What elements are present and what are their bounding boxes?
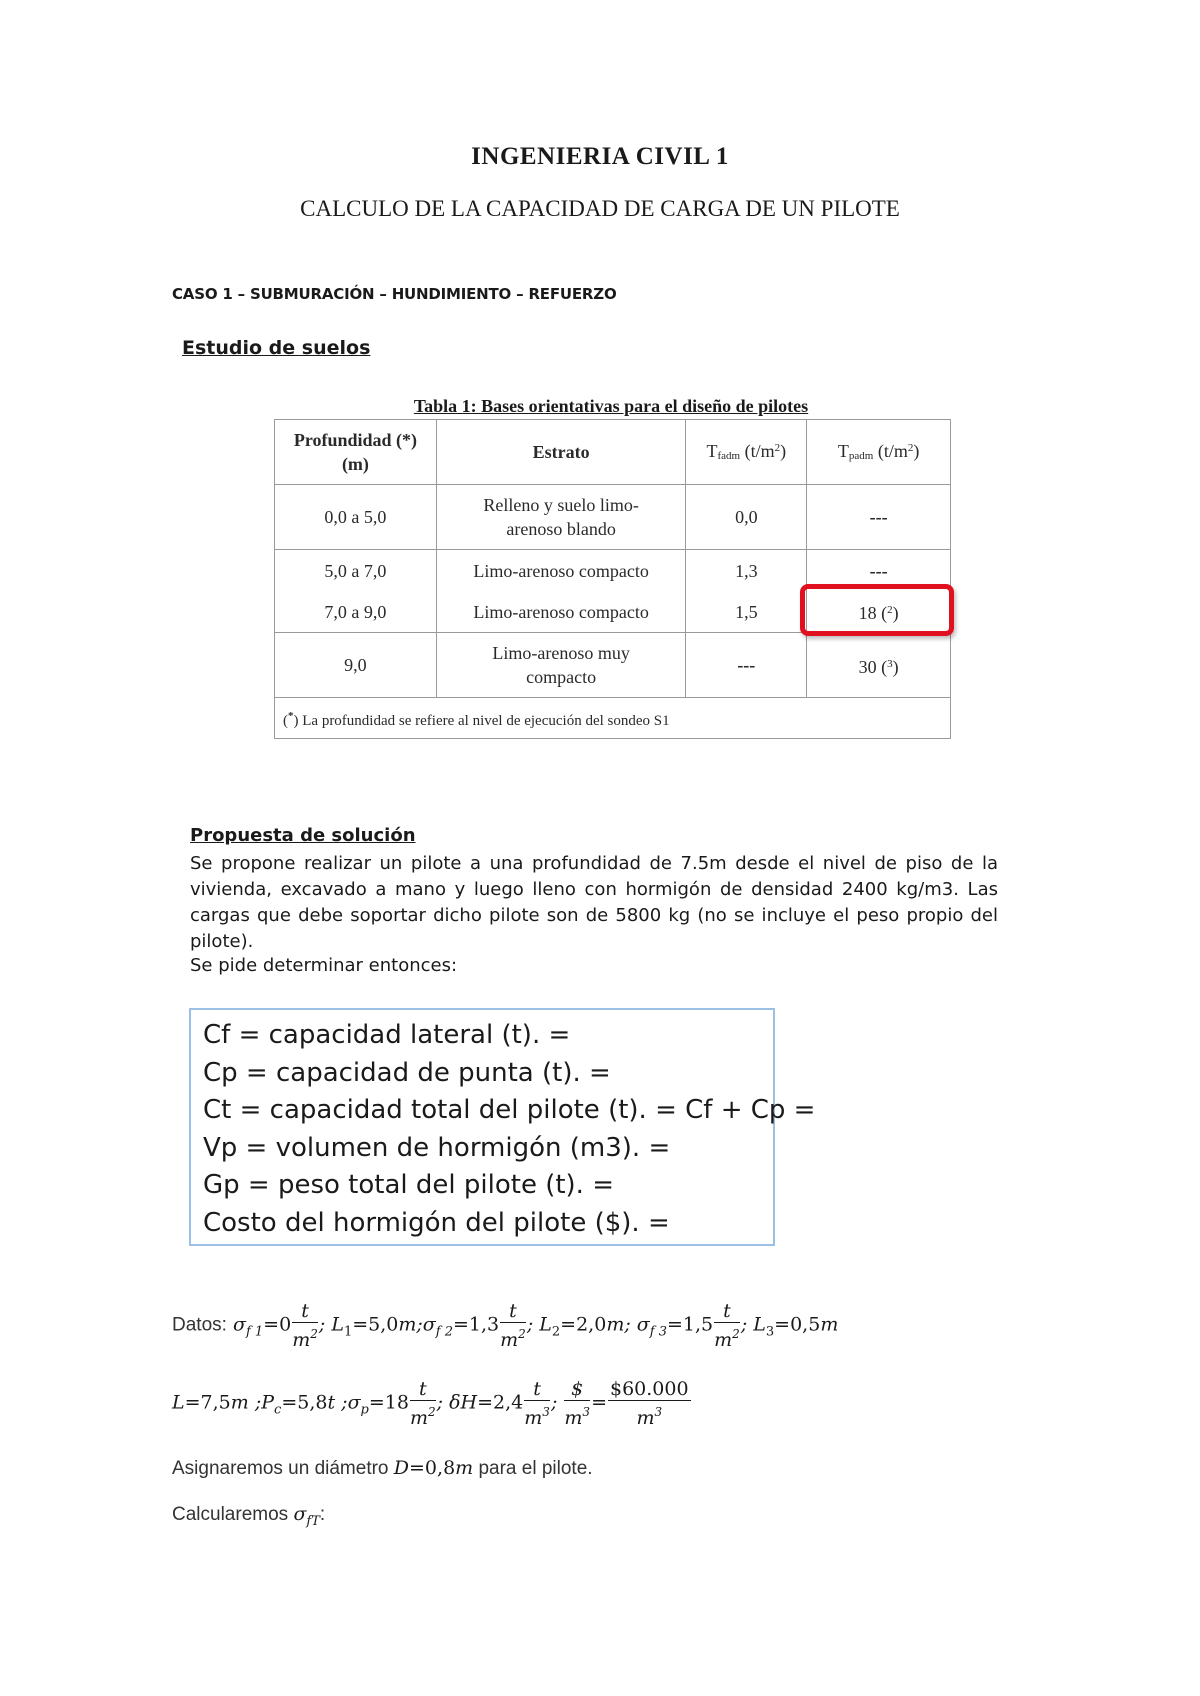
data-label: Datos: — [172, 1314, 227, 1336]
cell-stratum: Limo-arenoso compacto — [436, 550, 686, 592]
cell-tfadm: 1,5 — [686, 591, 807, 633]
cell-stratum — [436, 485, 686, 550]
ask-heading: Se pide determinar entonces: — [190, 955, 458, 976]
cell-tfadm: 1,3 — [686, 550, 807, 592]
case-heading: CASO 1 – SUBMURACIÓN – HUNDIMIENTO – REFUERZO — [172, 285, 617, 303]
header-tfadm: Tfadm $(t/m^2)$ — [686, 420, 807, 485]
requirements-box — [189, 1008, 816, 1246]
table-footnote: (*) La profundidad se refiere al nivel de ejecución del sondeo S1 — [275, 698, 951, 739]
header-depth-line2: (m) — [341, 454, 369, 474]
cell-tpadm: --- — [807, 485, 951, 550]
cell-tpadm: 30 ($^3$) — [807, 633, 951, 698]
table-header-row — [275, 420, 951, 485]
soil-table — [274, 419, 951, 739]
header-tpadm: Tpadm $(t/m^2)$ — [807, 420, 951, 485]
calc-line: Calcularemos $\sigma_{fT}$: — [172, 1503, 326, 1529]
data-line-2: L=7,5m $;P_c=5,8t$ $;\sigma_p=18$ $\frac{t}{m^2}$ ; δH=2,4 $\frac{t}{m^3}$ ; $\frac{\$}{m^3}$ = $\frac{\$60.000}{m^3}$ — [172, 1378, 689, 1429]
data-line-1: Datos: $\sigma_{f 1}=0$ $\frac{t}{m^2}$ ; $L_1=5,0m;\sigma_{f 2}=1,3$ $\frac{t}{m^2}$ ; $L_2=2,0m$; $\sigma_{f 3}=1,5$ $\frac{t}{m^2}$ ; $L_3=0,5m$ — [172, 1300, 839, 1351]
cell-depth: 0,0 a 5,0 — [275, 485, 437, 550]
cell-tfadm: --- — [686, 633, 807, 698]
fraction-t-m2: $\frac{t}{m^2}$ — [292, 1300, 318, 1351]
highlight-box — [800, 584, 954, 636]
requirement-item: Ct = capacidad total del pilote (t). = Cf + Cp = — [203, 1095, 816, 1125]
fraction-t-m2: $\frac{t}{m^2}$ — [500, 1300, 526, 1351]
cell-tpadm: 18 ($^2$) — [807, 591, 951, 633]
cell-stratum-line2: arenoso blando — [506, 519, 616, 539]
table-footnote-row — [275, 698, 951, 739]
header-depth — [275, 420, 437, 485]
cell-depth: 7,0 a 9,0 — [275, 591, 437, 633]
cell-stratum-line1: Limo-arenoso muy — [492, 643, 630, 663]
cell-stratum: Limo-arenoso compacto — [436, 591, 686, 633]
cell-stratum — [436, 633, 686, 698]
document-title: INGENIERIA CIVIL 1 — [471, 143, 729, 170]
fraction-t-m2: $\frac{t}{m^2}$ — [714, 1300, 740, 1351]
table-caption: Tabla 1: Bases orientativas para el diseño de pilotes — [413, 396, 809, 416]
table-row — [275, 485, 951, 550]
solution-heading: Propuesta de solución — [190, 825, 416, 846]
cell-stratum-line1: Relleno y suelo limo- — [483, 495, 639, 515]
soil-study-heading: Estudio de suelos — [182, 337, 371, 359]
fraction-t-m2: $\frac{t}{m^2}$ — [409, 1378, 436, 1429]
solution-paragraph: Se propone realizar un pilote a una profundidad de 7.5m desde el nivel de piso de la vivienda, excavado a mano y luego lleno con hormigón de densidad 2400 kg/m3. Las cargas que debe soportar dicho pilote son de 5800 kg (no se incluye el peso propio del pilote). — [190, 853, 998, 952]
fraction-t-m3: $\frac{t}{m^3}$ — [524, 1378, 550, 1429]
document-subtitle: CALCULO DE LA CAPACIDAD DE CARGA DE UN PILOTE — [300, 196, 900, 221]
cell-depth: 5,0 a 7,0 — [275, 550, 437, 592]
cell-stratum-line2: compacto — [526, 667, 597, 687]
requirement-item: Costo del hormigón del pilote ($). = — [203, 1207, 670, 1238]
requirement-item: Cp = capacidad de punta (t). = — [203, 1057, 611, 1088]
requirement-item: Cf = capacidad lateral (t). = — [203, 1020, 571, 1050]
fraction-cost-m3: $\frac{\$60.000}{m^3}$ — [609, 1378, 689, 1429]
cell-tfadm: 0,0 — [686, 485, 807, 550]
diameter-line: Asignaremos un diámetro D=0,8m para el pilote. — [172, 1457, 593, 1479]
cell-tpadm: --- — [807, 550, 951, 592]
table-row — [275, 633, 951, 698]
cell-depth: 9,0 — [275, 633, 437, 698]
fraction-dollar-m3: $\frac{\$}{m^3}$ — [564, 1378, 591, 1429]
header-depth-line1: Profundidad (*) — [293, 430, 418, 450]
requirement-item: Gp = peso total del pilote (t). = — [203, 1170, 614, 1200]
requirement-item: Vp = volumen de hormigón (m3). = — [203, 1132, 671, 1163]
header-stratum: Estrato — [436, 420, 686, 485]
